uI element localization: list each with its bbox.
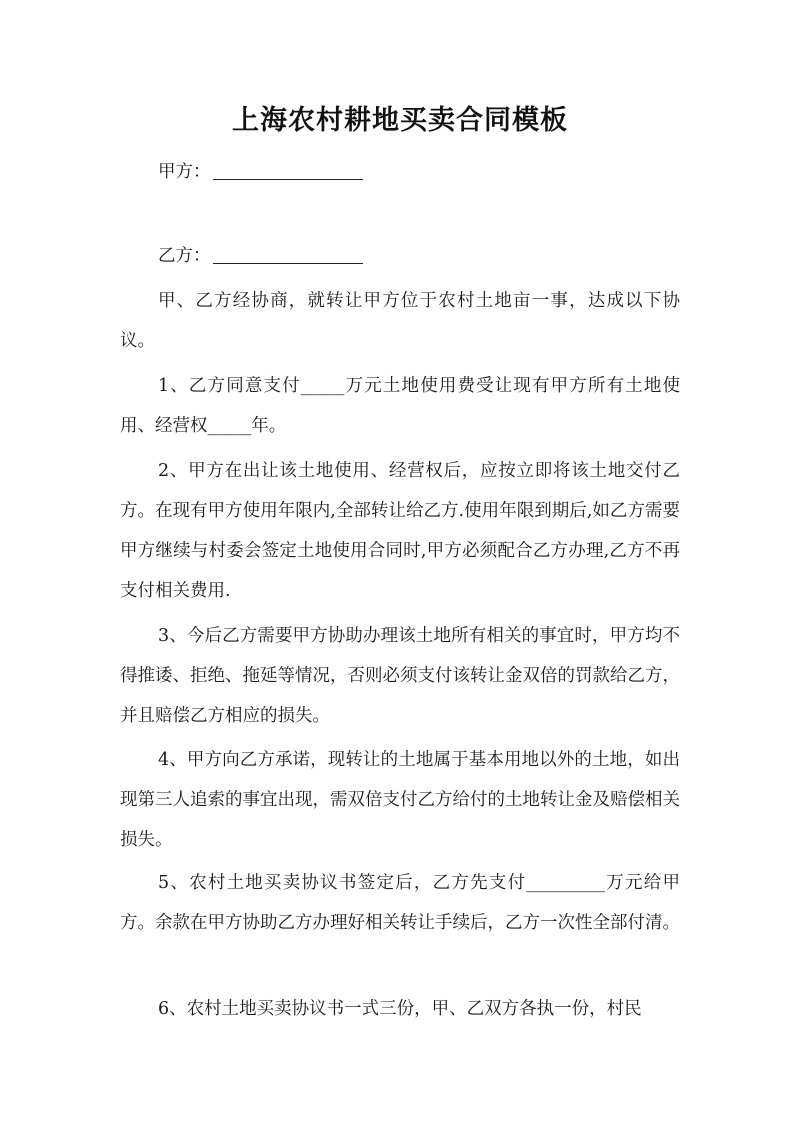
clause-4: 4、甲方向乙方承诺，现转让的土地属于基本用地以外的土地，如出现第三人追索的事宜出现，需双倍支付乙方给付的土地转让金及赔偿相关损失。 bbox=[120, 750, 680, 850]
party-b-line bbox=[158, 238, 363, 274]
clause-2: 2、甲方在出让该土地使用、经营权后，应按立即将该土地交付乙方。在现有甲方使用年限内,全部转让给乙方.使用年限到期后,如乙方需要甲方继续与村委会签定土地使用合同时,甲方必须配合乙方办理,乙方不再支付相关费用. bbox=[120, 461, 680, 601]
intro-paragraph: 甲、乙方经协商，就转让甲方位于农村土地亩一事，达成以下协议。 bbox=[120, 291, 680, 351]
clause-1: 1、乙方同意支付_____万元土地使用费受让现有甲方所有土地使用、经营权_____年。 bbox=[120, 376, 680, 436]
clause-6: 6、农村土地买卖协议书一式三份，甲、乙双方各执一份，村民 bbox=[158, 999, 642, 1019]
party-a-line bbox=[158, 154, 363, 190]
clause-5: 5、农村土地买卖协议书签定后，乙方先支付_________万元给甲方。余款在甲方协助乙方办理好相关转让手续后，乙方一次性全部付清。 bbox=[120, 873, 680, 933]
party-b-blank bbox=[213, 243, 363, 264]
document-title: 上海农村耕地买卖合同模板 bbox=[232, 105, 568, 136]
party-a-label: 甲方： bbox=[158, 162, 211, 182]
party-a-blank bbox=[213, 159, 363, 180]
clause-3: 3、今后乙方需要甲方协助办理该土地所有相关的事宜时，甲方均不得推诿、拒绝、拖延等情况，否则必须支付该转让金双倍的罚款给乙方，并且赔偿乙方相应的损失。 bbox=[120, 626, 680, 726]
party-b-label: 乙方： bbox=[158, 246, 211, 266]
